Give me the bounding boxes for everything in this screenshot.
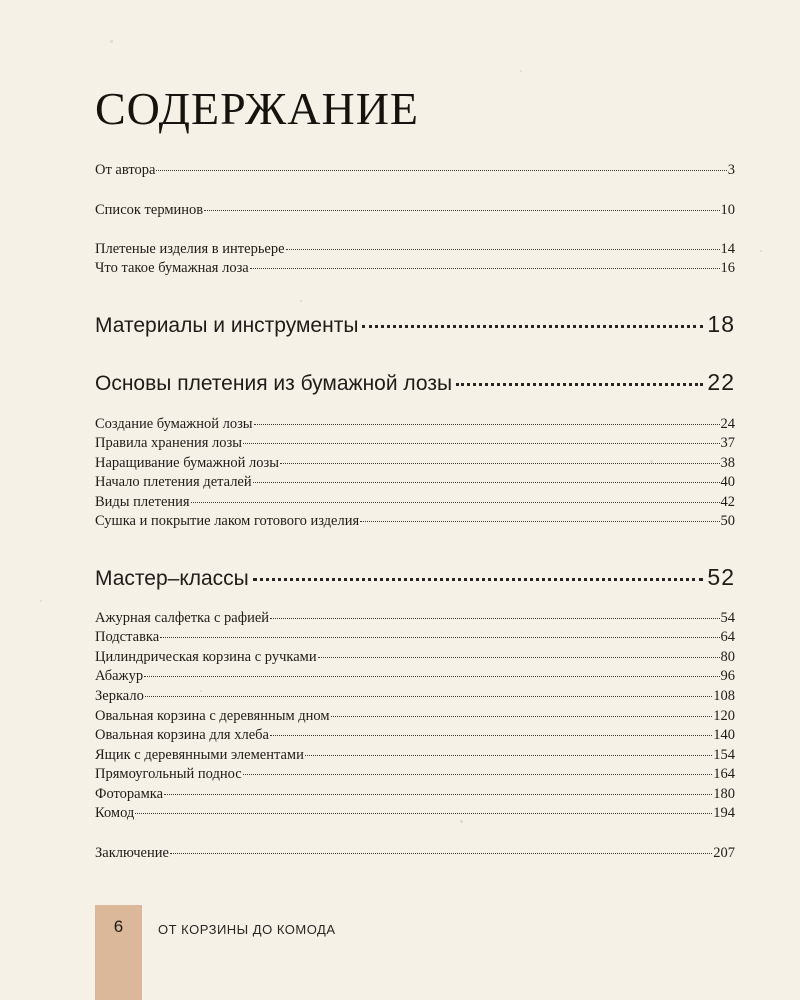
toc-entry-page: 140	[713, 727, 735, 743]
dot-leader	[144, 676, 719, 677]
dot-leader	[305, 755, 712, 756]
toc-entry-title: Создание бумажной лозы	[95, 416, 253, 432]
toc-entry[interactable]	[95, 240, 735, 258]
toc-entry-page: 38	[720, 455, 735, 471]
toc-entry-page: 164	[713, 766, 735, 782]
toc-section-title: Основы плетения из бумажной лозы	[95, 372, 453, 395]
dot-leader	[318, 657, 720, 658]
toc-entry-title: Прямоугольный поднос	[95, 766, 242, 782]
page-title: СОДЕРЖАНИЕ	[95, 83, 420, 134]
toc-section-title: Материалы и инструменты	[95, 314, 359, 337]
toc-entry[interactable]	[95, 707, 735, 725]
toc-entry-page: 24	[720, 416, 735, 432]
toc-entry-title: Список терминов	[95, 202, 204, 218]
dot-leader	[253, 578, 704, 581]
toc-entry[interactable]	[95, 454, 735, 472]
toc-entry-title: Овальная корзина для хлеба	[95, 727, 269, 743]
toc-entry-page: 194	[713, 805, 735, 821]
page-number: 6	[113, 917, 124, 936]
dot-leader	[280, 463, 720, 464]
toc-entry[interactable]	[95, 726, 735, 744]
paper-speck	[520, 70, 522, 72]
dot-leader	[250, 268, 720, 269]
toc-entry[interactable]	[95, 687, 735, 705]
toc-entry-title: Ажурная салфетка с рафией	[95, 610, 270, 626]
toc-entry[interactable]	[95, 628, 735, 646]
toc-entry-title: Абажур	[95, 668, 144, 684]
toc-entry[interactable]	[95, 844, 735, 862]
toc-entry-title: Плетеные изделия в интерьере	[95, 241, 285, 257]
toc-entry-page: 37	[720, 435, 735, 451]
toc-section-title: Мастер–классы	[95, 567, 249, 590]
toc-section-page: 52	[707, 564, 735, 590]
toc-entry[interactable]	[95, 785, 735, 803]
paper-speck	[40, 600, 42, 602]
toc-entry-page: 96	[720, 668, 735, 684]
toc-entry[interactable]	[95, 804, 735, 822]
toc-entry-page: 80	[720, 649, 735, 665]
toc-entry-title: Ящик с деревянными элементами	[95, 747, 304, 763]
toc-entry-page: 54	[720, 610, 735, 626]
toc-entry-page: 154	[713, 747, 735, 763]
toc-entry-title: Овальная корзина с деревянным дном	[95, 708, 330, 724]
dot-leader	[270, 735, 712, 736]
toc-entry[interactable]	[95, 667, 735, 685]
toc-entry-title: Цилиндрическая корзина с ручками	[95, 649, 317, 665]
toc-entry-title: Что такое бумажная лоза	[95, 260, 249, 276]
toc-entry[interactable]	[95, 259, 735, 277]
toc-entry[interactable]	[95, 493, 735, 511]
toc-entry[interactable]	[95, 609, 735, 627]
toc-entry-title: Сушка и покрытие лаком готового изделия	[95, 513, 360, 529]
running-footer-title: ОТ КОРЗИНЫ ДО КОМОДА	[158, 922, 336, 937]
toc-entry-page: 120	[713, 708, 735, 724]
toc-section-page: 22	[707, 369, 735, 395]
toc-entry-page: 64	[720, 629, 735, 645]
toc-entry-title: Комод	[95, 805, 135, 821]
toc-entry-page: 42	[720, 494, 735, 510]
dot-leader	[243, 774, 713, 775]
toc-section-page: 18	[707, 311, 735, 337]
toc-entry-page: 16	[720, 260, 735, 276]
dot-leader	[204, 210, 719, 211]
toc-entry[interactable]	[95, 746, 735, 764]
dot-leader	[170, 853, 712, 854]
dot-leader	[135, 813, 712, 814]
toc-entry-page: 108	[713, 688, 735, 704]
toc-entry-page: 3	[727, 162, 735, 178]
toc-section[interactable]	[95, 369, 735, 397]
dot-leader	[156, 170, 726, 171]
toc-entry-title: Зеркало	[95, 688, 144, 704]
dot-leader	[456, 383, 703, 386]
toc-entry[interactable]	[95, 161, 735, 179]
dot-leader	[243, 443, 720, 444]
dot-leader	[362, 325, 703, 328]
toc-entry[interactable]	[95, 415, 735, 433]
dot-leader	[253, 482, 720, 483]
toc-entry-title: Подставка	[95, 629, 160, 645]
paper-speck	[300, 300, 302, 302]
toc-entry-title: Начало плетения деталей	[95, 474, 252, 490]
toc-entry-title: Заключение	[95, 845, 169, 861]
toc-entry-page: 40	[720, 474, 735, 490]
toc-entry-title: От автора	[95, 162, 156, 178]
toc-entry-page: 207	[713, 845, 735, 861]
paper-speck	[760, 250, 762, 252]
toc-entry-title: Виды плетения	[95, 494, 190, 510]
toc-section[interactable]	[95, 564, 735, 592]
paper-speck	[110, 40, 113, 43]
dot-leader	[270, 618, 719, 619]
dot-leader	[191, 502, 720, 503]
dot-leader	[360, 521, 719, 522]
toc-entry-page: 180	[713, 786, 735, 802]
dot-leader	[164, 794, 712, 795]
toc-entry-page: 10	[720, 202, 735, 218]
toc-entry[interactable]	[95, 201, 735, 219]
dot-leader	[254, 424, 720, 425]
dot-leader	[286, 249, 720, 250]
toc-entry[interactable]	[95, 648, 735, 666]
toc-entry-title: Наращивание бумажной лозы	[95, 455, 279, 471]
dot-leader	[160, 637, 719, 638]
toc-entry[interactable]	[95, 512, 735, 530]
toc-entry-title: Фоторамка	[95, 786, 164, 802]
dot-leader	[331, 716, 713, 717]
toc-entry[interactable]	[95, 765, 735, 783]
dot-leader	[145, 696, 712, 697]
toc-entry-page: 14	[720, 241, 735, 257]
toc-section[interactable]	[95, 311, 735, 339]
toc-entry[interactable]	[95, 473, 735, 491]
toc-entry-title: Правила хранения лозы	[95, 435, 242, 451]
toc-entry[interactable]	[95, 434, 735, 452]
toc-entry-page: 50	[720, 513, 735, 529]
